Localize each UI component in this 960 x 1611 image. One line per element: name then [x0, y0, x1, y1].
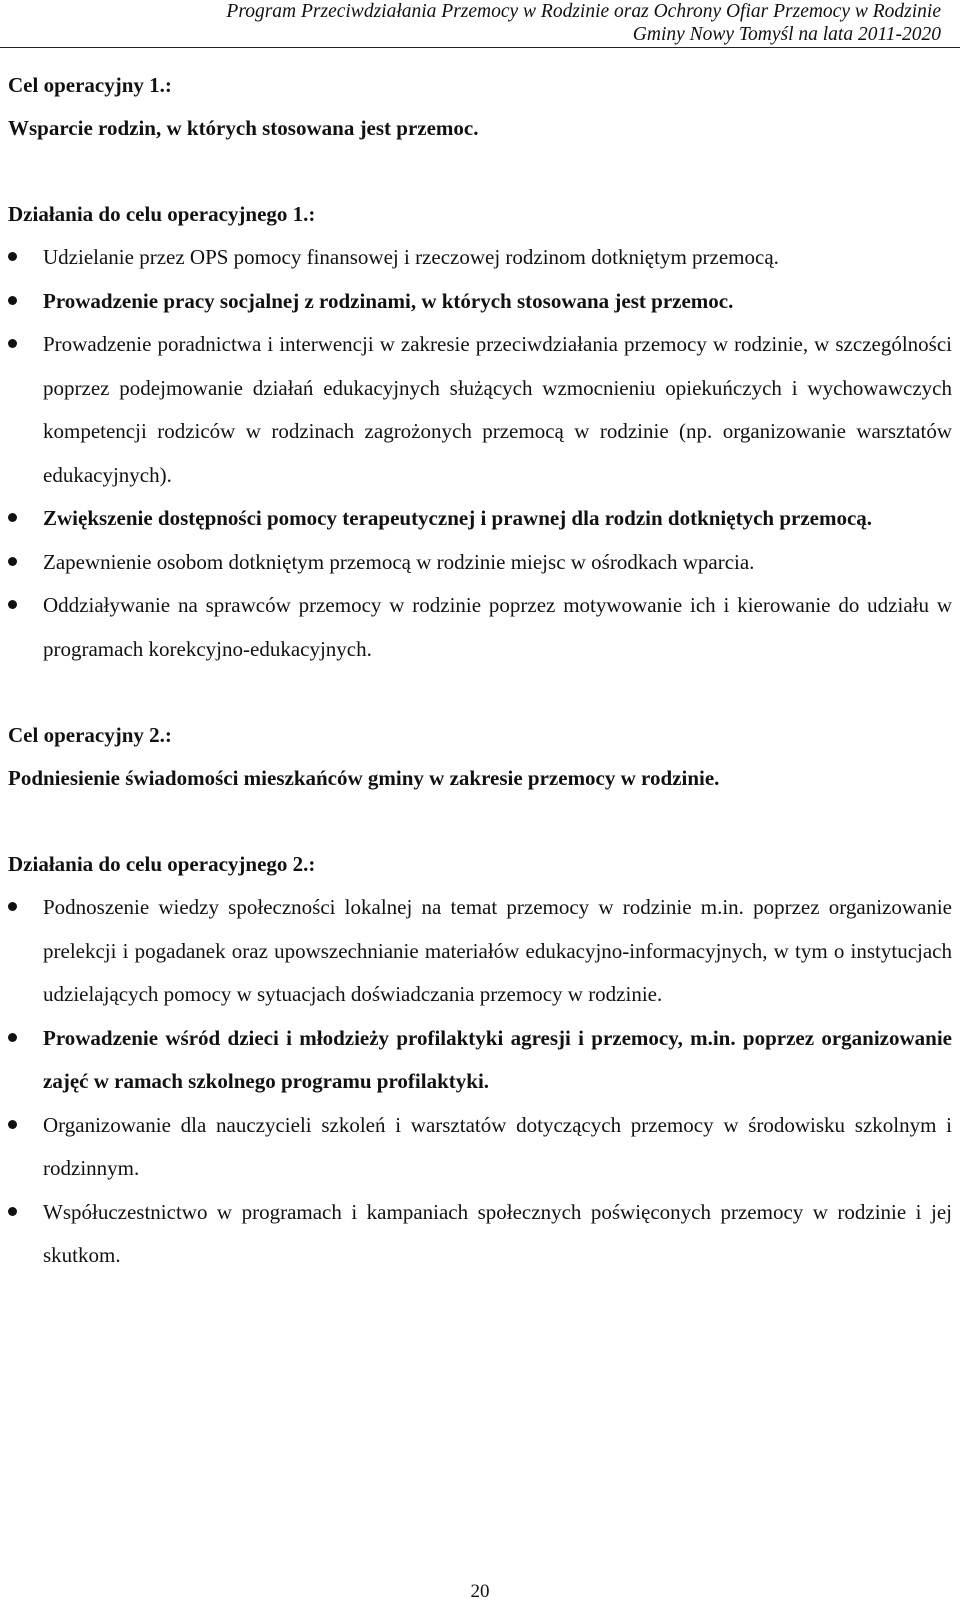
bullet-icon — [8, 1033, 17, 1042]
bullet-icon — [8, 600, 17, 609]
list-item-text: Prowadzenie pracy socjalnej z rodzinami, w których stosowana jest przemoc. — [43, 288, 734, 313]
list-item-text: Oddziaływanie na sprawców przemocy w rodzinie poprzez motywowanie ich i kierowanie do udziału w programach korekcyjno-edukacyjnych. — [43, 593, 952, 661]
list-item-text: Zapewnienie osobom dotkniętym przemocą w rodzinie miejsc w ośrodkach wparcia. — [43, 549, 755, 574]
actions-1-list — [8, 236, 952, 671]
list-item — [8, 236, 952, 280]
bullet-icon — [8, 557, 17, 566]
header-line-2: Gminy Nowy Tomyśl na lata 2011-2020 — [632, 24, 941, 45]
bullet-icon — [8, 1120, 17, 1129]
spacer — [8, 671, 952, 714]
goal-1-label: Cel operacyjny 1.: — [8, 73, 172, 97]
actions-1-label: Działania do celu operacyjnego 1.: — [8, 202, 316, 226]
list-item — [8, 1017, 952, 1104]
goal-2-text: Podniesienie świadomości mieszkańców gminy w zakresie przemocy w rodzinie. — [8, 766, 720, 790]
list-item — [8, 886, 952, 1017]
list-item — [8, 280, 952, 324]
list-item — [8, 497, 952, 541]
header-divider — [0, 47, 960, 48]
actions-2-list — [8, 886, 952, 1278]
bullet-icon — [8, 252, 17, 261]
list-item-text: Prowadzenie wśród dzieci i młodzieży profilaktyki agresji i przemocy, m.in. poprzez organizowanie zajęć w ramach szkolnego programu profilaktyki. — [43, 1025, 952, 1093]
document-body — [8, 64, 952, 1278]
list-item — [8, 541, 952, 585]
list-item-text: Prowadzenie poradnictwa i interwencji w zakresie przeciwdziałania przemocy w rodzinie, w szczególności poprzez podejmowanie działań edukacyjnych służących wzmocnieniu opiekuńczych i wychowawczych kompetencji rodziców w rodzinach zagrożonych przemocą w rodzinie (np. organizowanie warsztatów edukacyjnych). — [43, 332, 952, 487]
bullet-icon — [8, 513, 17, 522]
list-item — [8, 323, 952, 497]
list-item-text: Zwiększenie dostępności pomocy terapeutycznej i prawnej dla rodzin dotkniętych przemocą. — [43, 506, 873, 530]
goal-1-text: Wsparcie rodzin, w których stosowana jest przemoc. — [8, 116, 479, 140]
spacer — [8, 800, 952, 843]
list-item — [8, 1191, 952, 1278]
bullet-icon — [8, 902, 17, 911]
list-item-text: Udzielanie przez OPS pomocy finansowej i rzeczowej rodzinom dotkniętym przemocą. — [43, 245, 779, 269]
header-line-1: Program Przeciwdziałania Przemocy w Rodzinie oraz Ochrony Ofiar Przemocy w Rodzinie — [226, 1, 941, 22]
page-number: 20 — [470, 1581, 490, 1602]
list-item-text: Podnoszenie wiedzy społeczności lokalnej na temat przemocy w rodzinie m.in. poprzez organizowanie prelekcji i pogadanek oraz upowszechnianie materiałów edukacyjno-informacyjnych, w tym o instytucjach udzielających pomocy w sytuacjach doświadczania przemocy w rodzinie. — [43, 895, 952, 1006]
bullet-icon — [8, 1207, 17, 1216]
goal-2-label: Cel operacyjny 2.: — [8, 723, 172, 747]
page-header — [0, 0, 941, 46]
actions-2-label: Działania do celu operacyjnego 2.: — [8, 852, 316, 876]
list-item — [8, 1104, 952, 1191]
list-item — [8, 584, 952, 671]
list-item-text: Współuczestnictwo w programach i kampaniach społecznych poświęconych przemocy w rodzinie i jej skutkom. — [43, 1199, 952, 1267]
spacer — [8, 150, 952, 193]
bullet-icon — [8, 296, 17, 305]
bullet-icon — [8, 339, 17, 348]
list-item-text: Organizowanie dla nauczycieli szkoleń i warsztatów dotyczących przemocy w środowisku szkolnym i rodzinnym. — [43, 1112, 952, 1180]
